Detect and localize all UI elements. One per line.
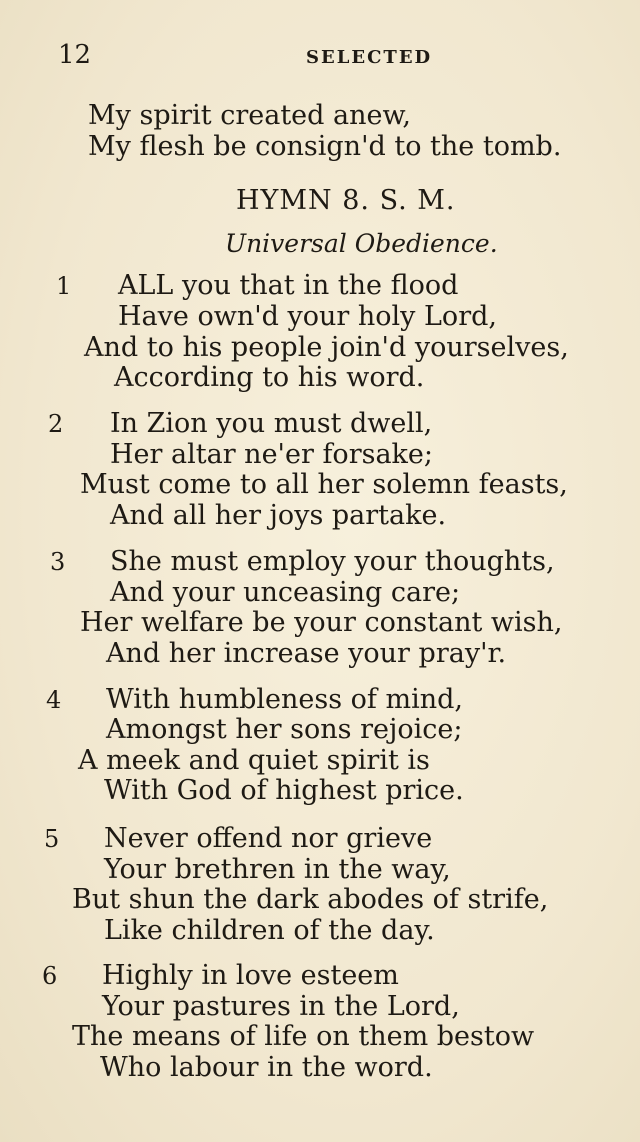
verse-line: In Zion you must dwell, <box>110 408 433 439</box>
hymn-subtitle: Universal Obedience. <box>225 229 498 258</box>
stanza-number: 4 <box>46 686 62 714</box>
continuation-line: My spirit created anew, <box>88 100 411 131</box>
verse-line: Highly in love esteem <box>102 960 399 991</box>
stanza-number: 6 <box>42 962 58 990</box>
continuation-line: My flesh be consign'd to the tomb. <box>88 131 562 162</box>
verse-line: And all her joys partake. <box>110 500 447 531</box>
verse-line: According to his word. <box>114 362 425 393</box>
verse-line: ALL you that in the flood <box>118 270 459 301</box>
verse-line: Amongst her sons rejoice; <box>106 714 463 745</box>
verse-line: Like children of the day. <box>104 915 435 946</box>
verse-line: She must employ your thoughts, <box>110 546 555 577</box>
stanza-number: 3 <box>50 548 66 576</box>
verse-line: Her welfare be your constant wish, <box>80 607 563 638</box>
verse-line: But shun the dark abodes of strife, <box>72 884 549 915</box>
verse-line: With humbleness of mind, <box>106 684 463 715</box>
verse-line: Your brethren in the way, <box>104 854 451 885</box>
verse-line: Who labour in the word. <box>100 1052 433 1083</box>
verse-line: And your unceasing care; <box>110 577 461 608</box>
verse-line: The means of life on them bestow <box>72 1021 535 1052</box>
verse-line: Must come to all her solemn feasts, <box>80 469 568 500</box>
stanza-number: 5 <box>44 825 60 853</box>
stanza-number: 1 <box>56 272 72 300</box>
stanza-number: 2 <box>48 410 64 438</box>
verse-line: A meek and quiet spirit is <box>78 745 430 776</box>
verse-line: Her altar ne'er forsake; <box>110 439 433 470</box>
verse-line: And her increase your pray'r. <box>106 638 507 669</box>
verse-line: With God of highest price. <box>104 775 464 806</box>
verse-line: Your pastures in the Lord, <box>102 991 460 1022</box>
running-head: SELECTED <box>306 47 433 68</box>
verse-line: Have own'd your holy Lord, <box>118 301 497 332</box>
page-number: 12 <box>58 40 92 70</box>
hymn-title: HYMN 8. S. M. <box>236 185 456 216</box>
verse-line: And to his people join'd yourselves, <box>84 332 569 363</box>
verse-line: Never offend nor grieve <box>104 823 433 854</box>
